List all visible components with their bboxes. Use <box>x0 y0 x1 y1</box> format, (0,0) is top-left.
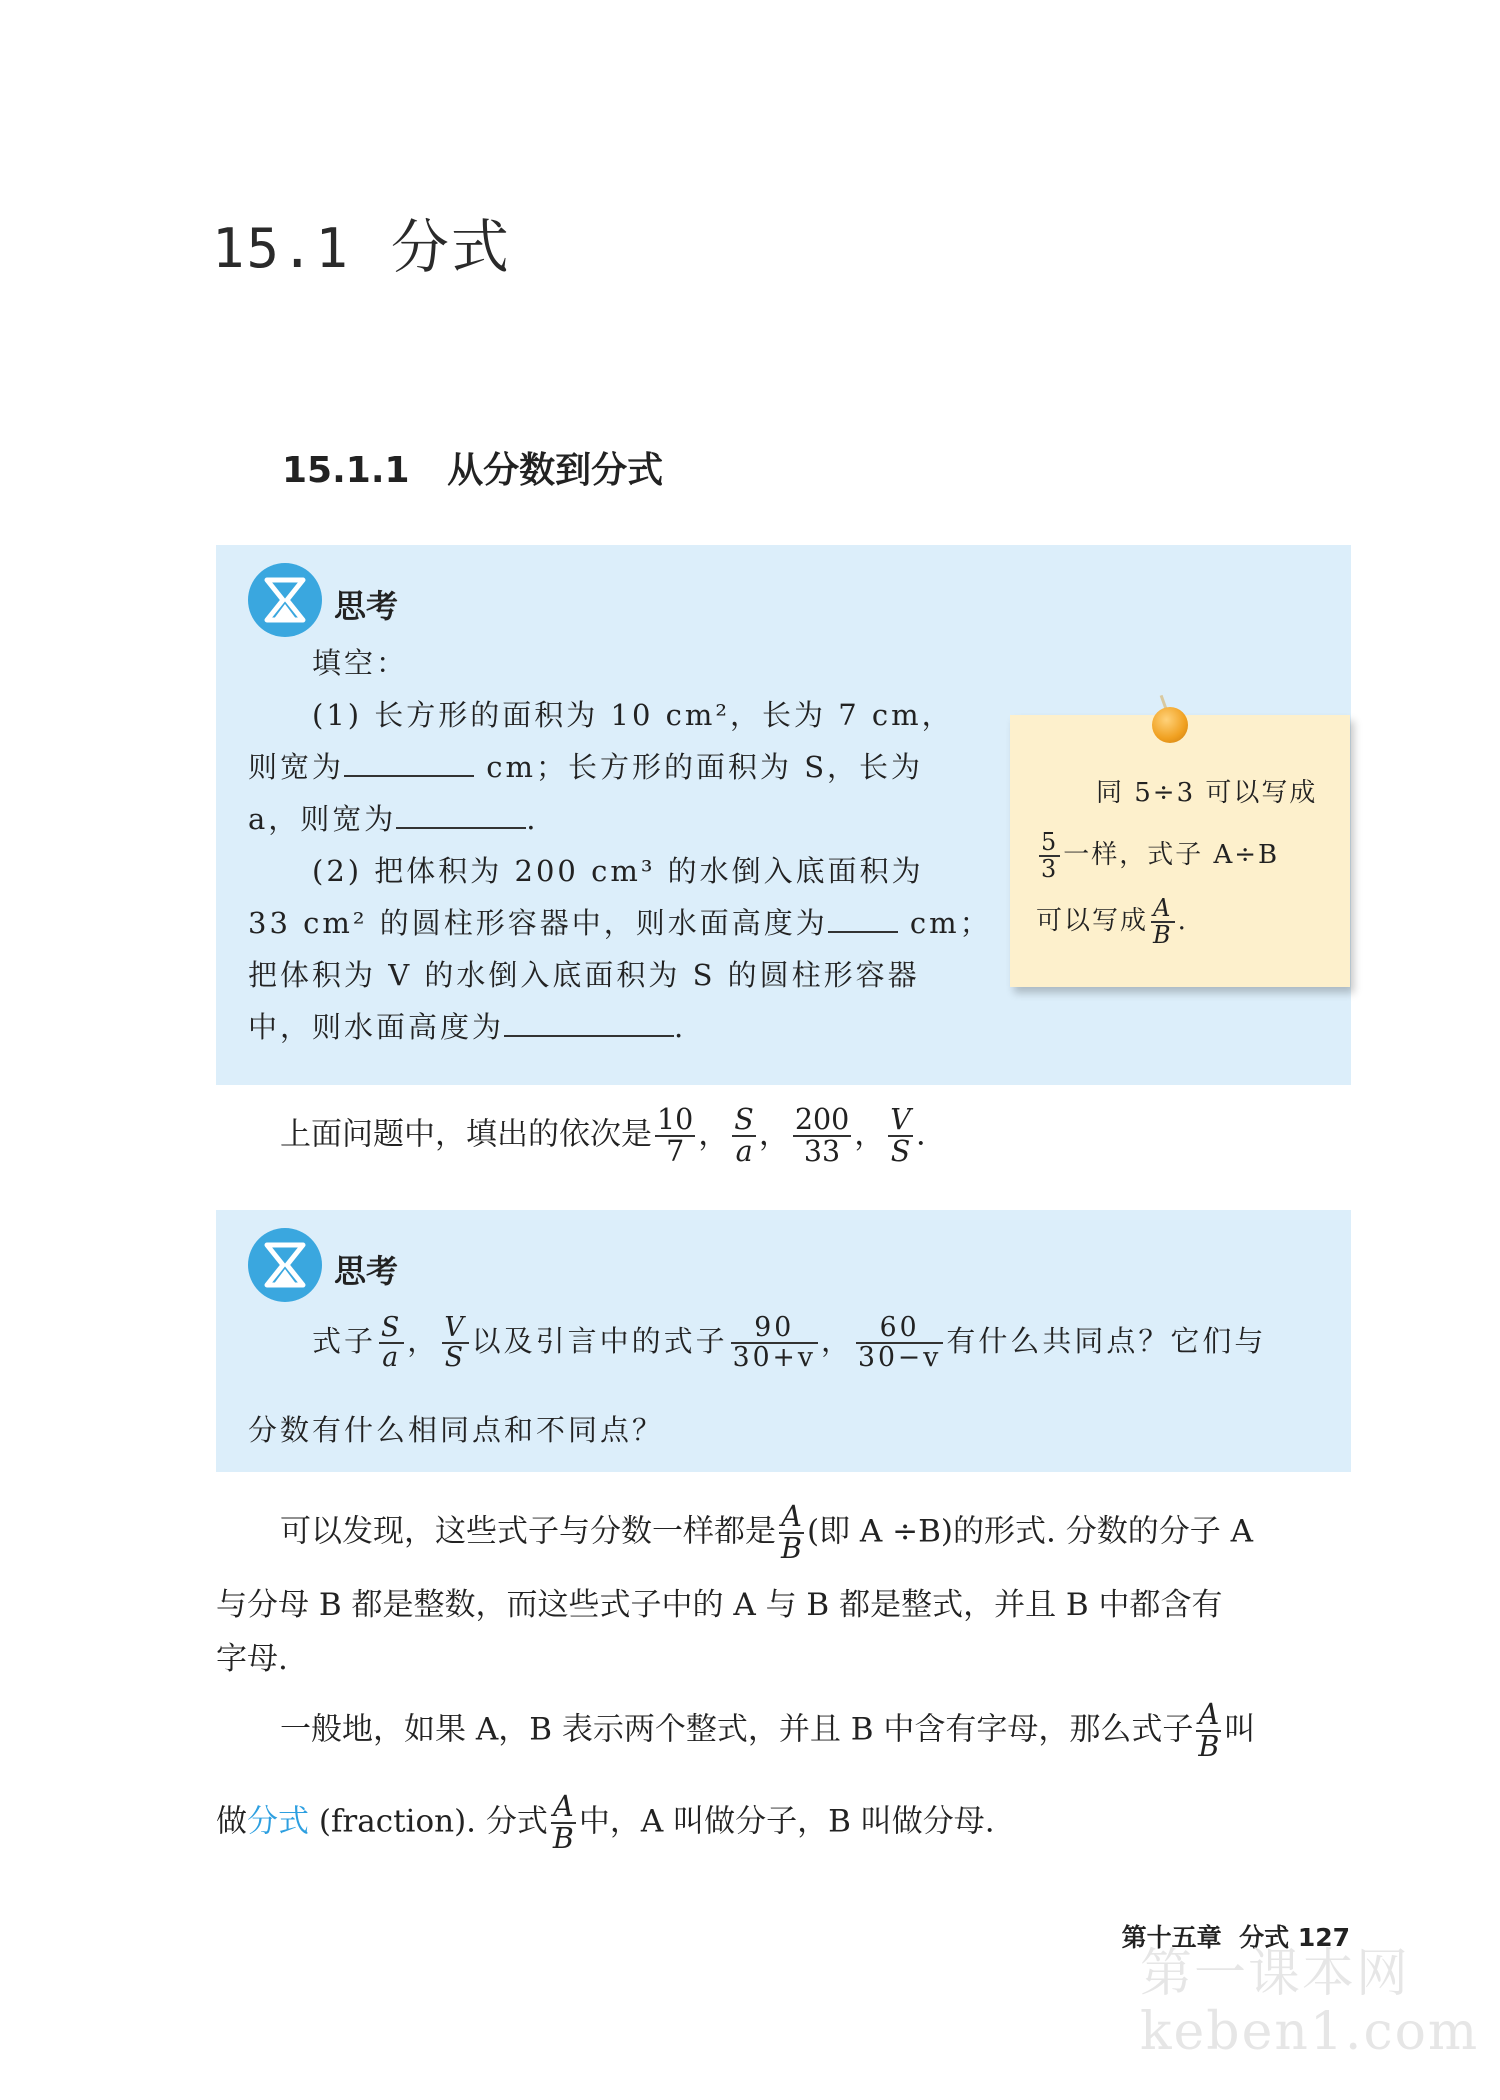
think2-text: 以及引言中的式子 <box>471 1324 728 1359</box>
subsection-title <box>282 442 663 493</box>
para2-line2 <box>216 1792 995 1854</box>
para2-text: 一般地，如果 A，B 表示两个整式，并且 B 中含有字母，那么式子 <box>280 1711 1194 1748</box>
para2-text: 做 <box>216 1803 247 1840</box>
think1-q1-text: . <box>526 802 539 836</box>
para1-line1 <box>280 1502 1253 1564</box>
note-line2 <box>1036 825 1279 885</box>
para1-fraction <box>779 1502 804 1564</box>
watermark-line1: 第一课本网 <box>1140 1944 1411 2004</box>
watermark <box>1140 1945 1479 2061</box>
separator: ， <box>698 1116 730 1153</box>
para1-line3: 字母. <box>216 1641 288 1677</box>
answer-fraction <box>793 1105 851 1167</box>
fraction-denominator: 33 <box>793 1135 851 1167</box>
section-number: 15.1 <box>212 217 351 280</box>
fraction-denominator: a <box>379 1342 404 1372</box>
separator: ， <box>758 1116 790 1153</box>
section-title-text: 分式 <box>390 213 511 281</box>
answer-line-text: 上面问题中，填出的依次是 <box>280 1116 652 1153</box>
para2-text: (fraction). 分式 <box>309 1803 548 1840</box>
para1-line2: 与分母 B 都是整数，而这些式子中的 A 与 B 都是整式，并且 B 中都含有 <box>216 1587 1223 1623</box>
fraction-numerator: 60 <box>879 1312 920 1343</box>
fraction-numerator: V <box>444 1312 467 1343</box>
fraction-denominator: S <box>888 1135 913 1167</box>
think-label: 思考 <box>334 1252 399 1290</box>
think1-intro: 填空： <box>312 646 409 680</box>
fraction-numerator: V <box>890 1103 911 1136</box>
fraction-denominator: 7 <box>655 1135 695 1167</box>
para2-text: 中，A 叫做分子，B 叫做分母. <box>578 1803 995 1840</box>
think2-text: 有什么共同点？它们与 <box>946 1324 1267 1359</box>
subsection-number: 15.1.1 <box>282 450 410 491</box>
think1-q2-text: . <box>674 1010 687 1044</box>
fraction-denominator: B <box>781 1531 802 1565</box>
fraction-denominator: B <box>1198 1729 1220 1763</box>
fraction-numerator: A <box>553 1790 574 1823</box>
fraction-denominator: B <box>552 1821 574 1855</box>
fraction-denominator: 30−v <box>857 1342 942 1374</box>
fraction-denominator: 30+v <box>732 1342 816 1374</box>
think1-q1-text: cm；长方形的面积为 S，长为 <box>474 750 924 784</box>
think1-q1-line1: (1) 长方形的面积为 10 cm²，长为 7 cm， <box>312 698 954 732</box>
think-hourglass-icon <box>248 1228 322 1302</box>
think2-line1: 式子 $\frac{S}{a}$ ， $\frac{V}{S}$ 以及引言中的式子 $\frac{90}{30+v}$ ， $\frac{60}{30-v}$ 有什么共同点？它们与 <box>312 1312 1267 1374</box>
answer-line <box>280 1105 926 1167</box>
fraction-numerator: A <box>1153 893 1173 922</box>
footer-chapter: 第十五章 <box>1121 1923 1222 1952</box>
fraction-denominator: B <box>1153 921 1173 949</box>
para2-text: 叫 <box>1224 1711 1256 1748</box>
think1-q2-line1: (2) 把体积为 200 cm³ 的水倒入底面积为 <box>312 854 924 888</box>
answer-fraction <box>888 1105 913 1167</box>
think1-q2-text: 中，则水面高度为 <box>248 1010 505 1044</box>
key-term-fraction: 分式 <box>247 1803 309 1840</box>
note-fraction <box>1039 827 1060 883</box>
think-label: 思考 <box>334 587 399 625</box>
think1-q2-line4 <box>248 1001 686 1053</box>
para2-line1 <box>280 1700 1255 1762</box>
note-line3 <box>1036 891 1188 951</box>
answer-blank <box>828 901 898 933</box>
think2-fraction <box>442 1314 468 1372</box>
think2-fraction <box>731 1314 818 1372</box>
think1-q2-text: cm； <box>897 906 992 940</box>
think2-fraction <box>379 1314 404 1372</box>
sticky-note <box>1010 715 1350 987</box>
answer-fraction <box>655 1105 695 1167</box>
note-fraction <box>1151 893 1175 949</box>
fraction-numerator: 90 <box>754 1312 795 1343</box>
think1-q1-text: 则宽为 <box>248 750 345 784</box>
fraction-denominator: S <box>442 1342 468 1372</box>
para1-text: 可以发现，这些式子与分数一样都是 <box>280 1513 776 1550</box>
answer-line-end: . <box>915 1116 926 1153</box>
page-number: 127 <box>1297 1923 1350 1952</box>
fraction-numerator: A <box>1198 1698 1220 1731</box>
fraction-denominator: a <box>732 1135 756 1167</box>
fraction-numerator: 10 <box>657 1103 694 1136</box>
answer-blank <box>504 1005 674 1037</box>
footer-title: 分式 <box>1239 1923 1290 1952</box>
think1-q2-line2 <box>248 897 992 949</box>
separator: ， <box>854 1116 886 1153</box>
think-box-2 <box>216 1210 1351 1472</box>
think1-q2-line3: 把体积为 V 的水倒入底面积为 S 的圆柱形容器 <box>248 958 920 992</box>
fraction-numerator: S <box>734 1103 754 1136</box>
think1-q1-line3 <box>248 793 539 845</box>
section-title <box>212 200 511 284</box>
think1-q1-text: a，则宽为 <box>248 802 397 836</box>
think2-text: 式子 <box>312 1324 377 1359</box>
fraction-numerator: A <box>781 1500 802 1533</box>
note-line3-text: 可以写成 <box>1036 906 1149 936</box>
answer-blank <box>396 797 526 829</box>
watermark-line2: keben1.com <box>1140 2002 1480 2062</box>
answer-fraction <box>732 1105 756 1167</box>
think2-fraction <box>856 1314 943 1372</box>
think2-line2: 分数有什么相同点和不同点？ <box>248 1413 665 1447</box>
think-hourglass-icon <box>248 563 322 637</box>
fraction-numerator: S <box>381 1312 403 1343</box>
pushpin-icon <box>1152 707 1188 743</box>
para2-fraction <box>1196 1700 1221 1762</box>
note-line1: 同 5÷3 可以写成 <box>1096 778 1318 808</box>
think1-q1-line2 <box>248 741 923 793</box>
fraction-numerator: 200 <box>794 1103 850 1136</box>
answer-blank <box>344 745 474 777</box>
para2-fraction <box>551 1792 576 1854</box>
note-end: . <box>1177 906 1188 936</box>
think1-q2-text: 33 cm² 的圆柱形容器中，则水面高度为 <box>248 906 828 940</box>
fraction-denominator: 3 <box>1041 855 1059 883</box>
subsection-title-text: 从分数到分式 <box>447 450 664 491</box>
fraction-numerator: 5 <box>1041 827 1059 856</box>
para1-text: (即 A ÷B)的形式. 分数的分子 A <box>806 1513 1253 1550</box>
note-line2-text: 一样，式子 A÷B <box>1063 840 1280 870</box>
